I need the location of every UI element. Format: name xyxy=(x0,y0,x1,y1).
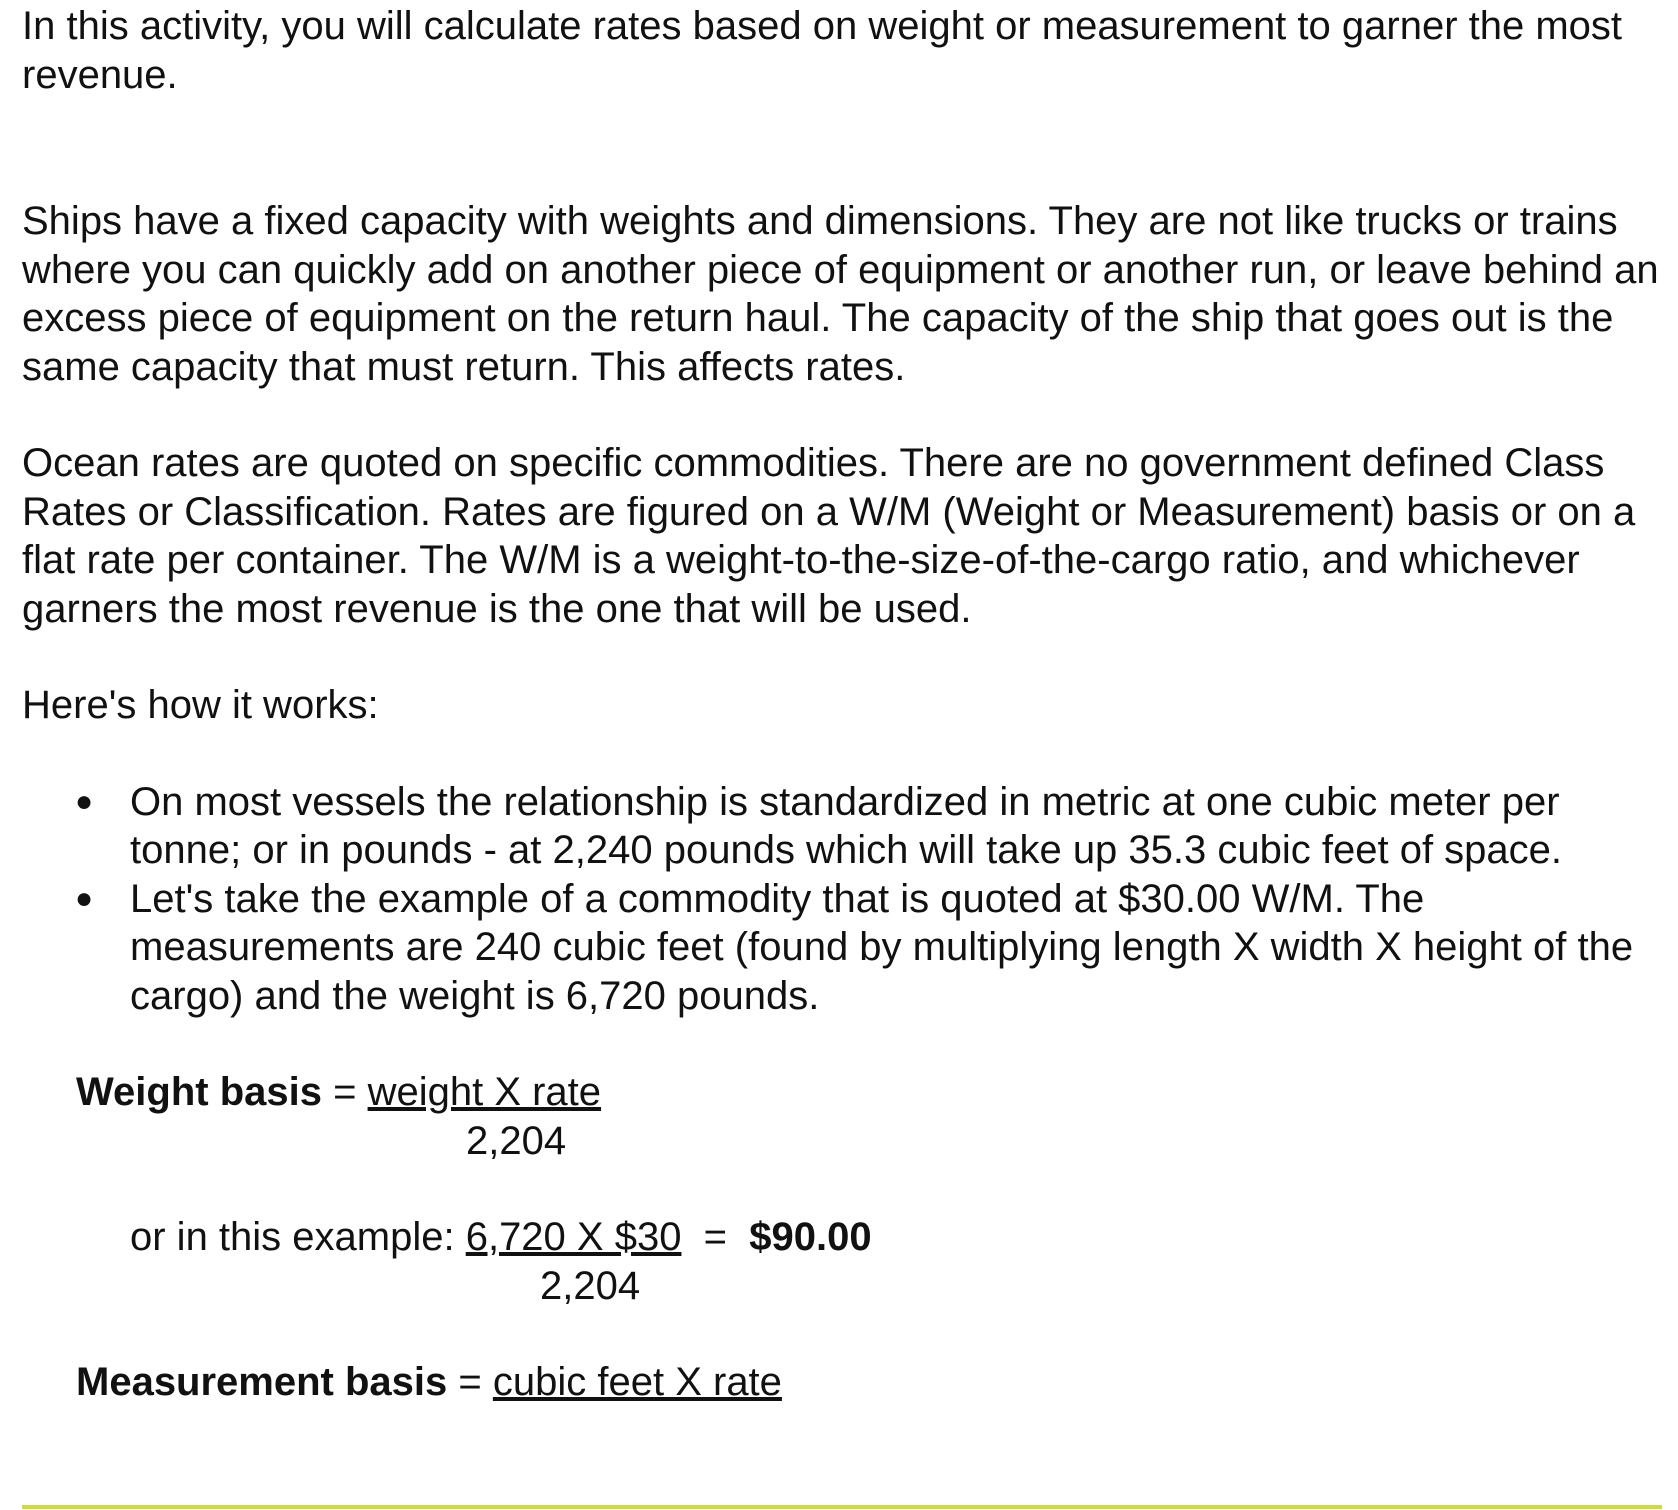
list-item xyxy=(75,778,1662,875)
how-it-works-heading: Here's how it works: xyxy=(22,683,379,727)
explanation-list xyxy=(22,778,1662,1021)
bullet-icon: ● xyxy=(75,881,94,915)
weight-basis-label: Weight basis xyxy=(76,1070,322,1114)
weight-numerator: weight X rate xyxy=(367,1070,602,1114)
example-result: $90.00 xyxy=(749,1215,872,1259)
document-body xyxy=(22,2,1662,1407)
ship-capacity-paragraph: Ships have a fixed capacity with weights and dimensions. They are not like trucks or trains where you can quickly add on another piece of equipment or another run, or leave behind an excess piece of equipment on the return haul. The capacity of the ship that goes out is the same capacity that must return. This affects rates. xyxy=(22,199,1659,389)
measurement-numerator: cubic feet X rate xyxy=(492,1360,782,1404)
list-item xyxy=(75,875,1662,1021)
bullet-icon: ● xyxy=(75,784,94,818)
measurement-formula-line xyxy=(76,1358,1662,1407)
weight-formula-line xyxy=(76,1068,1662,1117)
ocean-rates-paragraph: Ocean rates are quoted on specific commodities. There are no government defined Class Rates or Classification. Rates are figured on a W/M (Weight or Measurement) basis or on a flat rate per container. The W/M is a weight-to-the-size-of-the-cargo ratio, and whichever garners the most revenue is the one that will be used. xyxy=(22,441,1636,631)
weight-basis-formula xyxy=(22,1068,1662,1407)
measurement-basis-label: Measurement basis xyxy=(76,1360,448,1404)
list-item-text: On most vessels the relationship is standardized in metric at one cubic meter per tonne; or in pounds - at 2,240 pounds which will take up 35.3 cubic feet of space. xyxy=(130,779,1563,872)
example-numerator: 6,720 X $30 xyxy=(465,1215,682,1259)
intro-paragraph: In this activity, you will calculate rates based on weight or measurement to garner the most revenue. xyxy=(22,4,1623,97)
weight-example-line xyxy=(76,1213,1662,1262)
example-prefix: or in this example: xyxy=(130,1215,466,1259)
example-denominator: 2,204 xyxy=(540,1263,641,1308)
weight-equals: = xyxy=(321,1070,368,1114)
list-item-text: Let's take the example of a commodity that is quoted at $30.00 W/M. The measurements are 240 cubic feet (found by multiplying length X width X height of the cargo) and the weight is 6,720 pounds. xyxy=(130,876,1634,1018)
weight-denominator: 2,204 xyxy=(466,1118,567,1163)
section-divider xyxy=(22,1505,1662,1509)
measurement-equals: = xyxy=(447,1360,493,1404)
example-equals: = xyxy=(681,1215,750,1259)
